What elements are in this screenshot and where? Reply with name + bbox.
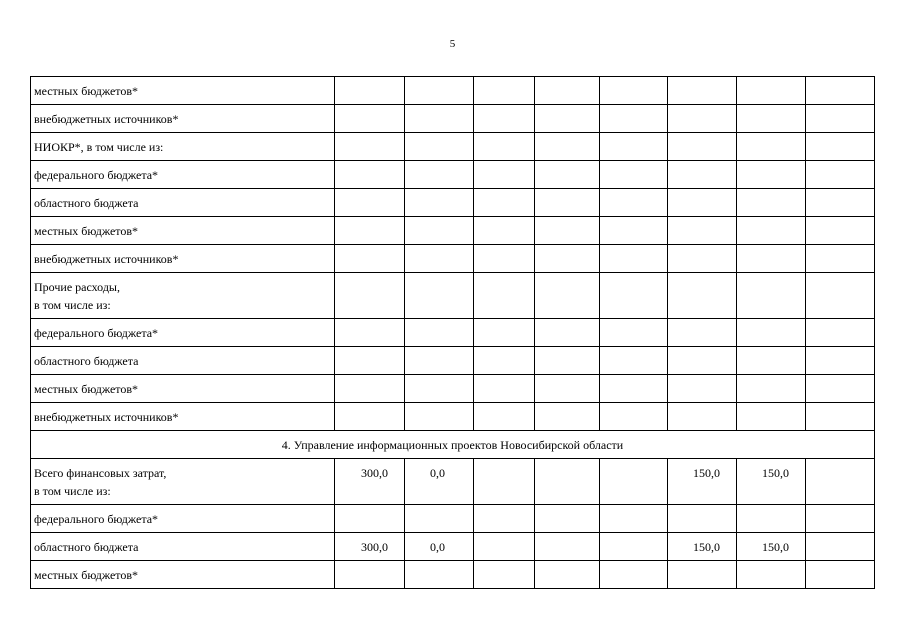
row-label: федерального бюджета*: [31, 505, 335, 533]
table-cell: [806, 403, 875, 431]
table-cell: [474, 375, 535, 403]
table-cell: [600, 403, 668, 431]
table-row: [31, 189, 875, 217]
row-label: федерального бюджета*: [31, 161, 335, 189]
table-cell: [535, 561, 600, 589]
table-cell: [737, 319, 806, 347]
row-label: внебюджетных источников*: [31, 105, 335, 133]
table-row: [31, 533, 875, 561]
table-cell: [806, 217, 875, 245]
table-cell: [335, 403, 405, 431]
table-cell: [600, 77, 668, 105]
table-cell: [535, 403, 600, 431]
table-cell: [474, 245, 535, 273]
table-cell: [405, 217, 474, 245]
table-cell: [806, 319, 875, 347]
table-row: [31, 347, 875, 375]
table-cell: [600, 319, 668, 347]
table-cell: [535, 217, 600, 245]
table-cell: [535, 533, 600, 561]
table-cell: [600, 273, 668, 319]
table-cell: [600, 245, 668, 273]
table-cell: [737, 347, 806, 375]
budget-table: [30, 76, 875, 589]
table-cell: [474, 319, 535, 347]
row-label-line: Прочие расходы,: [34, 280, 120, 294]
table-cell: [668, 561, 737, 589]
table-cell: [600, 105, 668, 133]
table-cell: [806, 533, 875, 561]
table-cell: [668, 347, 737, 375]
table-cell: 300,0: [335, 533, 405, 561]
table-row: [31, 217, 875, 245]
table-cell: [405, 319, 474, 347]
table-cell: [535, 189, 600, 217]
table-cell: [806, 459, 875, 505]
table-cell: [668, 273, 737, 319]
row-label: местных бюджетов*: [31, 375, 335, 403]
table-cell: [737, 189, 806, 217]
table-cell: [737, 245, 806, 273]
table-cell: [806, 375, 875, 403]
table-cell: [600, 217, 668, 245]
table-cell: [600, 533, 668, 561]
table-cell: [474, 217, 535, 245]
table-cell: [335, 273, 405, 319]
table-cell: [737, 77, 806, 105]
table-cell: [668, 189, 737, 217]
table-cell: [474, 133, 535, 161]
table-cell: [474, 403, 535, 431]
table-row: [31, 561, 875, 589]
table-cell: [737, 561, 806, 589]
table-cell: [405, 403, 474, 431]
table-cell: [335, 561, 405, 589]
table-cell: [335, 375, 405, 403]
row-label: местных бюджетов*: [31, 77, 335, 105]
table-row: [31, 105, 875, 133]
table-cell: [668, 375, 737, 403]
table-cell: [405, 133, 474, 161]
table-cell: [806, 505, 875, 533]
table-cell: 150,0: [737, 533, 806, 561]
table-cell: [535, 77, 600, 105]
table-cell: [335, 347, 405, 375]
table-cell: [668, 217, 737, 245]
table-cell: [474, 533, 535, 561]
table-cell: [535, 133, 600, 161]
table-cell: [737, 161, 806, 189]
row-label: [31, 459, 335, 505]
table-cell: [335, 217, 405, 245]
table-cell: [806, 77, 875, 105]
table-row: [31, 403, 875, 431]
table-cell: [806, 273, 875, 319]
table-cell: [806, 561, 875, 589]
table-row: [31, 133, 875, 161]
table-cell: [535, 459, 600, 505]
table-cell: [405, 189, 474, 217]
table-cell: [474, 505, 535, 533]
table-cell: [737, 133, 806, 161]
row-label: местных бюджетов*: [31, 217, 335, 245]
row-label: областного бюджета: [31, 347, 335, 375]
table-cell: [806, 133, 875, 161]
table-cell: [535, 245, 600, 273]
table-cell: [806, 105, 875, 133]
table-cell: [535, 375, 600, 403]
row-label: внебюджетных источников*: [31, 403, 335, 431]
section-row: [31, 431, 875, 459]
table-cell: [405, 347, 474, 375]
table-cell: 150,0: [737, 459, 806, 505]
table-cell: [668, 505, 737, 533]
table-row: [31, 459, 875, 505]
table-cell: [737, 403, 806, 431]
table-cell: [335, 245, 405, 273]
table-row: [31, 505, 875, 533]
table-cell: 150,0: [668, 533, 737, 561]
table-cell: [806, 245, 875, 273]
table-cell: [806, 189, 875, 217]
table-cell: [474, 77, 535, 105]
table-cell: [600, 161, 668, 189]
table-cell: [405, 245, 474, 273]
table-cell: [600, 189, 668, 217]
table-cell: [600, 347, 668, 375]
table-cell: [474, 273, 535, 319]
table-cell: [405, 273, 474, 319]
table-cell: [405, 561, 474, 589]
table-cell: 300,0: [335, 459, 405, 505]
table-row: [31, 77, 875, 105]
table-cell: [474, 347, 535, 375]
table-cell: 0,0: [405, 533, 474, 561]
table-cell: [737, 375, 806, 403]
table-cell: [600, 459, 668, 505]
table-cell: [806, 161, 875, 189]
table-cell: [806, 347, 875, 375]
table-row: [31, 375, 875, 403]
table-cell: [668, 245, 737, 273]
table-cell: [474, 459, 535, 505]
page-number: 5: [449, 38, 456, 50]
table-cell: [335, 105, 405, 133]
table-cell: [668, 133, 737, 161]
row-label: НИОКР*, в том числе из:: [31, 133, 335, 161]
table-cell: [737, 505, 806, 533]
table-cell: [737, 105, 806, 133]
row-label: федерального бюджета*: [31, 319, 335, 347]
section-heading: 4. Управление информационных проектов Новосибирской области: [31, 431, 875, 459]
row-label: областного бюджета: [31, 533, 335, 561]
table-cell: [405, 505, 474, 533]
table-cell: [335, 189, 405, 217]
table-cell: [535, 161, 600, 189]
row-label-line: в том числе из:: [34, 298, 111, 312]
table-cell: [668, 403, 737, 431]
row-label: местных бюджетов*: [31, 561, 335, 589]
table-row: [31, 161, 875, 189]
table-cell: [535, 273, 600, 319]
row-label-line: Всего финансовых затрат,: [34, 466, 167, 480]
table-cell: [535, 505, 600, 533]
table-cell: [405, 105, 474, 133]
table-cell: [335, 319, 405, 347]
table-row: [31, 245, 875, 273]
table-cell: [737, 273, 806, 319]
table-cell: [335, 77, 405, 105]
table-cell: [405, 161, 474, 189]
table-cell: [535, 347, 600, 375]
table-cell: [668, 319, 737, 347]
row-label: [31, 273, 335, 319]
table-cell: [335, 133, 405, 161]
table-cell: [335, 505, 405, 533]
table-cell: [405, 77, 474, 105]
table-cell: [535, 105, 600, 133]
table-cell: [600, 133, 668, 161]
row-label: внебюджетных источников*: [31, 245, 335, 273]
table-cell: [474, 561, 535, 589]
table-cell: [668, 77, 737, 105]
table-cell: [600, 375, 668, 403]
table-cell: [668, 161, 737, 189]
table-cell: [474, 161, 535, 189]
table-cell: [474, 105, 535, 133]
table-cell: 150,0: [668, 459, 737, 505]
row-label-line: в том числе из:: [34, 484, 111, 498]
table-cell: [335, 161, 405, 189]
row-label: областного бюджета: [31, 189, 335, 217]
table-cell: [737, 217, 806, 245]
table-cell: [600, 561, 668, 589]
table-cell: [668, 105, 737, 133]
table-row: [31, 319, 875, 347]
table-cell: [405, 375, 474, 403]
table-cell: 0,0: [405, 459, 474, 505]
table-cell: [535, 319, 600, 347]
table-row: [31, 273, 875, 319]
table-cell: [600, 505, 668, 533]
table-cell: [474, 189, 535, 217]
